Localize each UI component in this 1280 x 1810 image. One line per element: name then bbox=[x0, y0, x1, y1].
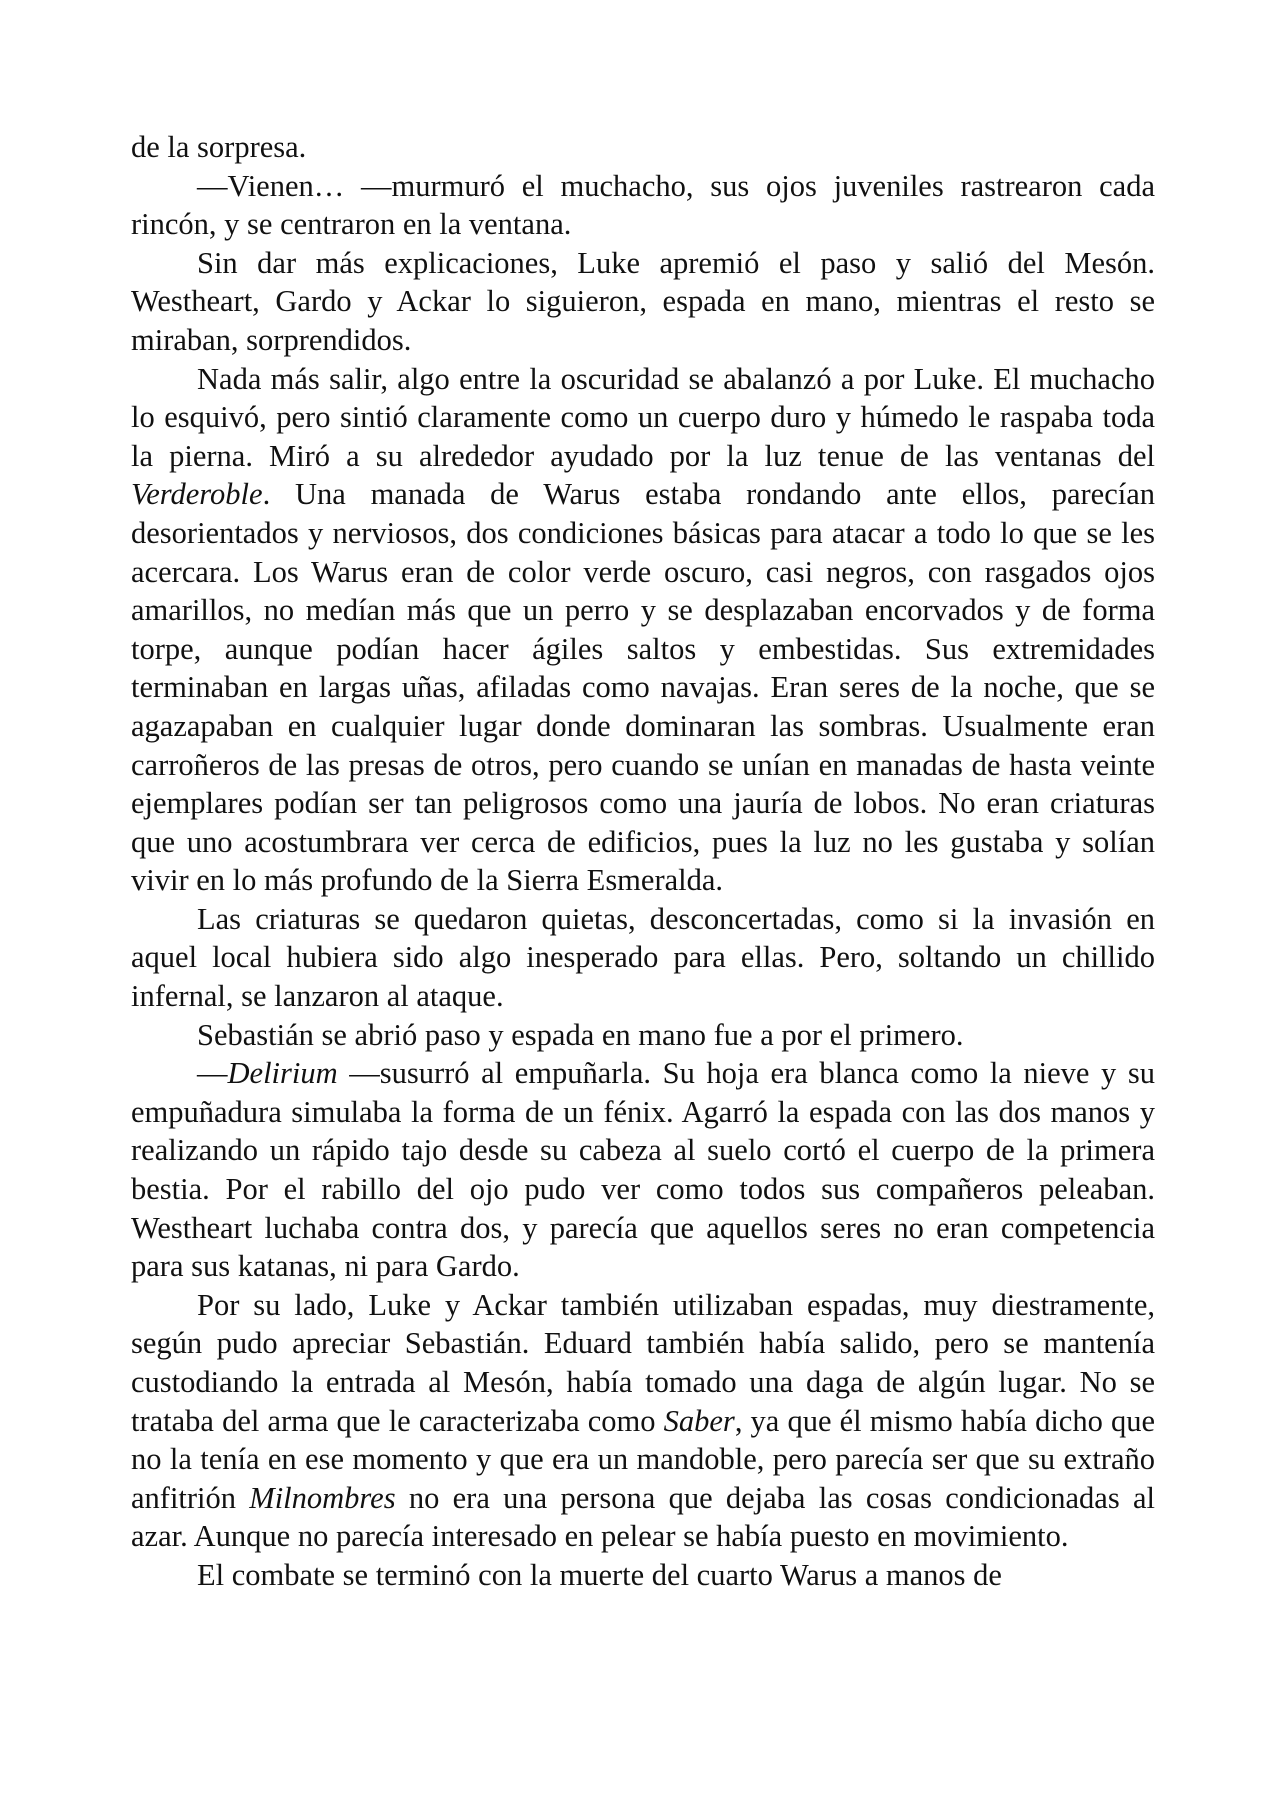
text-segment: El combate se terminó con la muerte del cuarto Warus a manos de bbox=[197, 1557, 1002, 1592]
text-segment: . Una manada de Warus estaba rondando ante ellos, parecían desorientados y nerviosos, dos condiciones básicas para atacar a todo lo que se les acercara. Los Warus eran de color verde oscuro, casi negros, con rasgados ojos amarillos, no medían más que un perro y se desplazaban encorvados y de forma torpe, aunque podían hacer ágiles saltos y embestidas. Sus extremidades terminaban en largas uñas, afiladas como navajas. Eran seres de la noche, que se agazapaban en cualquier lugar donde dominaran las sombras. Usualmente eran carroñeros de las presas de otros, pero cuando se unían en manadas de hasta veinte ejemplares podían ser tan peligrosos como una jauría de lobos. No eran criaturas que uno acostumbrara ver cerca de edificios, pues la luz no les gustaba y solían vivir en lo más profundo de la Sierra Esmeralda. bbox=[131, 477, 1155, 898]
text-segment: — bbox=[197, 1056, 228, 1091]
italic-text: Milnombres bbox=[249, 1480, 396, 1515]
paragraph bbox=[131, 1556, 1155, 1595]
text-segment: no era una persona que dejaba las cosas condicionadas al azar. Aunque no parecía interesado en pelear se había puesto en movimiento. bbox=[131, 1480, 1155, 1554]
text-segment: Las criaturas se quedaron quietas, desconcertadas, como si la invasión en aquel local hubiera sido algo inesperado para ellas. Pero, soltando un chillido infernal, se lanzaron al ataque. bbox=[131, 901, 1155, 1014]
text-segment: Nada más salir, algo entre la oscuridad se abalanzó a por Luke. El muchacho lo esquivó, pero sintió claramente como un cuerpo duro y húmedo le raspaba toda la pierna. Miró a su alrededor ayudado por la luz tenue de las ventanas del bbox=[131, 361, 1155, 473]
paragraph bbox=[131, 1286, 1155, 1556]
text-segment: —susurró al empuñarla. Su hoja era blanca como la nieve y su empuñadura simulaba la forma de un fénix. Agarró la espada con las dos manos y realizando un rápido tajo desde su cabeza al suelo cortó el cuerpo de la primera bestia. Por el rabillo del ojo pudo ver como todos sus compañeros peleaban. Westheart luchaba contra dos, y parecía que aquellos seres no eran competencia para sus katanas, ni para Gardo. bbox=[131, 1056, 1155, 1284]
paragraph bbox=[131, 360, 1155, 900]
paragraph bbox=[131, 167, 1155, 244]
text-segment: Sebastián se abrió paso y espada en mano fue a por el primero. bbox=[197, 1017, 964, 1052]
italic-text: Verderoble bbox=[131, 477, 263, 512]
text-segment: —Vienen… —murmuró el muchacho, sus ojos juveniles rastrearon cada rincón, y se centraron en la ventana. bbox=[131, 168, 1155, 242]
text-segment: Sin dar más explicaciones, Luke apremió el paso y salió del Mesón. Westheart, Gardo y Ackar lo siguieron, espada en mano, mientras el resto se miraban, sorprendidos. bbox=[131, 245, 1155, 357]
paragraph bbox=[131, 244, 1155, 360]
paragraph bbox=[131, 900, 1155, 1016]
paragraph bbox=[131, 1016, 1155, 1055]
italic-text: Delirium bbox=[227, 1056, 338, 1091]
italic-text: Saber bbox=[663, 1403, 735, 1438]
paragraph bbox=[131, 1054, 1155, 1286]
text-segment: de la sorpresa. bbox=[131, 130, 307, 164]
text-segment: , ya que él mismo había dicho que no la tenía en ese momento y que era un mandoble, pero parecía ser que su extraño anfitrión bbox=[131, 1403, 1155, 1515]
paragraph bbox=[131, 128, 1155, 167]
text-segment: Por su lado, Luke y Ackar también utilizaban espadas, muy diestramente, según pudo apreciar Sebastián. Eduard también había salido, pero se mantenía custodiando la entrada al Mesón, había tomado una daga de algún lugar. No se trataba del arma que le caracterizaba como bbox=[131, 1287, 1155, 1438]
document-page bbox=[131, 128, 1155, 1595]
